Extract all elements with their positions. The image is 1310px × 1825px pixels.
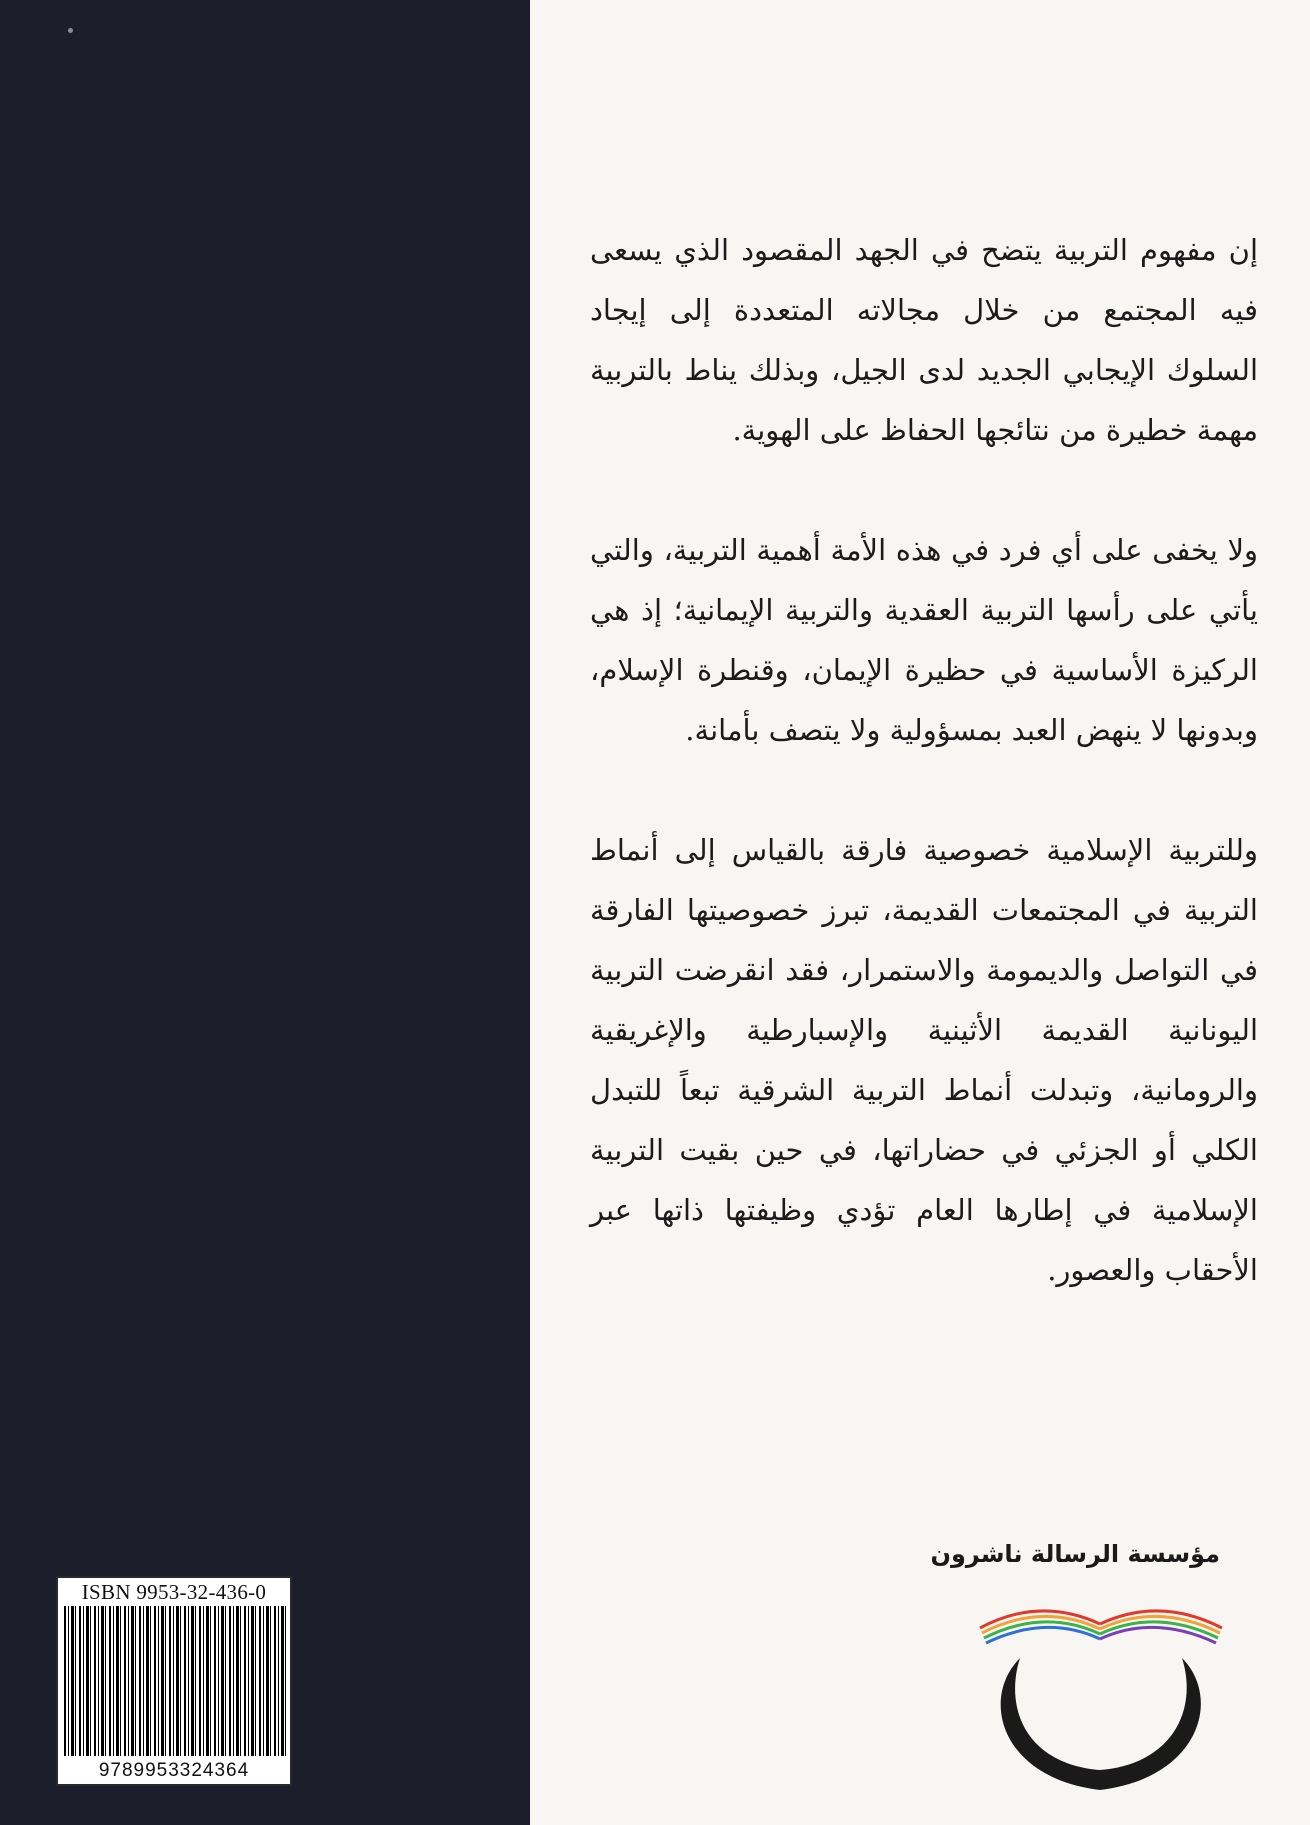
blurb-paragraph-2: ولا يخفى على أي فرد في هذه الأمة أهمية التربية، والتي يأتي على رأسها التربية العقدية والتربية الإيمانية؛ إذ هي الركيزة الأساسية في حظيرة الإيمان، وقنطرة الإسلام، وبدونها لا ينهض العبد بمسؤولية ولا يتصف بأمانة. xyxy=(590,533,1258,747)
publisher-logo xyxy=(930,1540,1240,1800)
publisher-name: مؤسسة الرسالة ناشرون xyxy=(930,1540,1220,1568)
publisher-emblem-icon xyxy=(960,1578,1240,1800)
isbn-label: ISBN 9953-32-436-0 xyxy=(81,1580,267,1604)
blurb-paragraph-3: وللتربية الإسلامية خصوصية فارقة بالقياس إلى أنماط التربية في المجتمعات القديمة، تبرز خصوصيتها الفارقة في التواصل والديمومة والاستمرار، فقد انقرضت التربية اليونانية القديمة الأثينية والإسبارطية والإغريقية والرومانية، وتبدلت أنماط التربية الشرقية تبعاً للتبدل الكلي أو الجزئي في حضاراتها، في حين بقيت التربية الإسلامية في إطارها العام تؤدي وظيفتها ذاتها عبر الأحقاب والعصور. xyxy=(590,833,1258,1287)
blurb-text xyxy=(590,220,1258,1300)
cover-spine-panel xyxy=(0,0,530,1825)
blurb-paragraph-1: إن مفهوم التربية يتضح في الجهد المقصود الذي يسعى فيه المجتمع من خلال مجالاته المتعددة إلى إيجاد السلوك الإيجابي الجديد لدى الجيل، وبذلك يناط بالتربية مهمة خطيرة من نتائجها الحفاظ على الهوية. xyxy=(590,233,1258,447)
barcode-bars xyxy=(64,1606,286,1756)
spine-speck xyxy=(68,28,73,33)
isbn-barcode xyxy=(56,1576,292,1786)
barcode-digits: 9789953324364 xyxy=(58,1760,290,1782)
